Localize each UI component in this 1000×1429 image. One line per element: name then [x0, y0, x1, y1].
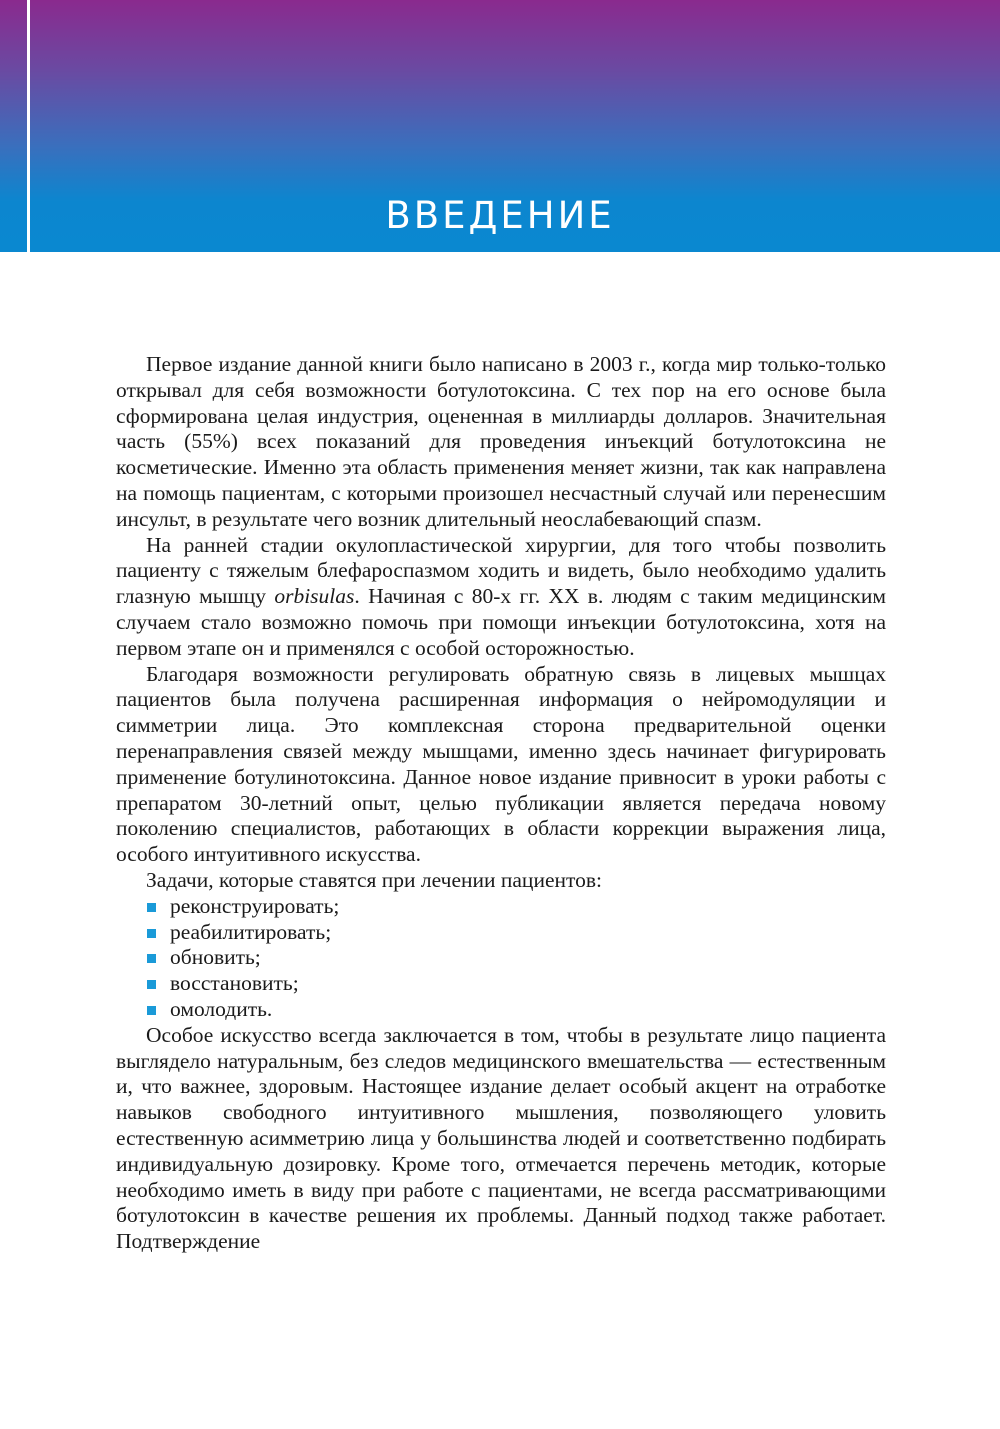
paragraph-1: Первое издание данной книги было написано в 2003 г., когда мир только-только открывал для себя возможности ботулотоксина. С тех пор на его основе была сформирована целая индустрия, оцененная в миллиарды долларов. Значительная часть (55%) всех показаний для проведения инъекций ботулотоксина не косметические. Именно эта область применения меняет жизни, так как направлена на помощь пациентам, с которыми произошел несчастный случай или перенесшим инсульт, в результате чего возник длительный неослабевающий спазм.	[116, 352, 886, 531]
paragraph-5: Особое искусство всегда заключается в том, чтобы в результате лицо пациента выглядело натуральным, без следов медицинского вмешательства — естественным и, что важнее, здоровым. Настоящее издание делает особый акцент на отработке навыков свободного интуитивного мышления, позволяющего уловить естественную асимметрию лица у большинства людей и соответственно подбирать индивидуальную дозировку. Кроме того, отмечается перечень методик, которые необходимо иметь в виду при работе с пациентами, не всегда рассматривающими ботулотоксин в качестве решения их проблемы. Данный подход также работает. Подтверждение	[116, 1022, 886, 1254]
paragraph-4-tasks-intro: Задачи, которые ставятся при лечении пациентов:	[146, 867, 602, 892]
square-bullet-icon	[147, 1006, 156, 1015]
paragraph-2-part-b: . Начиная с 80-х гг. XX в. людям с таким медицинским случаем стало возможно помочь при помощи инъекции ботулотоксина, хотя на первом этапе он и применялся с особой осторожностью.	[116, 584, 886, 660]
chapter-body	[116, 352, 886, 1255]
paragraph-3: Благодаря возможности регулировать обратную связь в лицевых мышцах пациентов была получена расширенная информация о нейромодуляции и симметрии лица. Это комплексная сторона предварительной оценки перенаправления связей между мышцами, именно здесь начинает фигурировать применение ботулинотоксина. Данное новое издание привносит в уроки работы с препаратом 30-летний опыт, целью публикации является передача новому поколению специалистов, работающих в области коррекции выражения лица, особого интуитивного искусства.	[116, 661, 886, 867]
square-bullet-icon	[147, 980, 156, 989]
list-item-text: реконструировать;	[170, 893, 340, 918]
list-item	[146, 997, 886, 1023]
list-item-text: восстановить;	[170, 971, 299, 996]
list-item	[146, 945, 886, 971]
list-item	[146, 971, 886, 997]
square-bullet-icon	[147, 903, 156, 912]
chapter-header-band	[0, 0, 1000, 252]
tasks-list	[116, 894, 886, 1023]
chapter-title: ВВЕДЕНИЕ	[385, 194, 615, 237]
list-item	[146, 894, 886, 920]
square-bullet-icon	[147, 954, 156, 963]
paragraph-2-part-a: На ранней стадии окулопластической хирургии, для того чтобы позволить пациенту с тяжелым блефароспазмом ходить и видеть, было необходимо удалить глазную мышцу	[116, 532, 886, 609]
list-item-text: обновить;	[170, 945, 261, 970]
square-bullet-icon	[147, 929, 156, 938]
paragraph-2-italic-term: orbisulas	[274, 584, 355, 609]
list-item-text: омолодить.	[170, 996, 273, 1021]
list-item	[146, 920, 886, 946]
paragraph-2	[116, 533, 886, 662]
list-item-text: реабилитировать;	[170, 919, 332, 944]
